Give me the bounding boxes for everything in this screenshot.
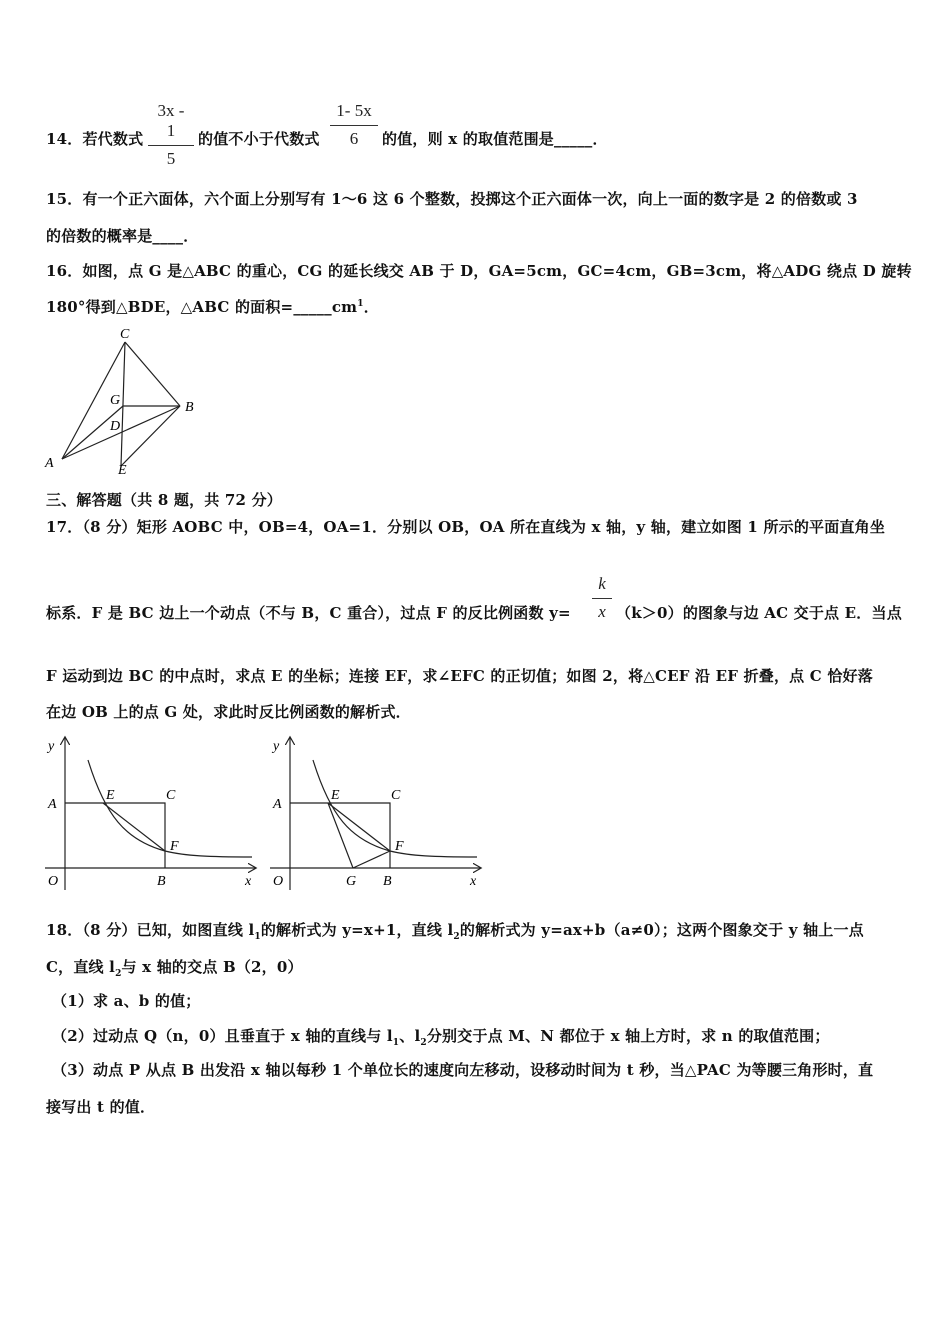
q15-line1: 15．有一个正六面体，六个面上分别写有 1～6 这 6 个整数，投掷这个正六面体一次，向上一面的数字是 2 的倍数或 3 (46, 190, 858, 208)
q14-frac1-denominator: 5 (166, 149, 176, 168)
q14-frac1-numerator: 3x - 1 (157, 101, 185, 140)
q17-line2-post: （k＞0）的图象与边 AC 交于点 E．当点 (616, 604, 902, 622)
q18-part2-b: 、l (399, 1027, 421, 1045)
q17-figure-2 (265, 730, 490, 895)
q18-part3-line2: 接写出 t 的值． (46, 1098, 156, 1116)
label-B: B (185, 400, 194, 415)
q18-sub2: 2 (453, 932, 460, 942)
section3-title: 三、解答题（共 8 题，共 72 分） (46, 491, 283, 509)
q18-part2-a: （2）过动点 Q（n，0）且垂直于 x 轴的直线与 l (52, 1027, 393, 1045)
q14-frac2-denominator: 6 (349, 129, 359, 148)
label-y: y (273, 739, 280, 754)
label-E: E (106, 788, 115, 803)
label-F: F (170, 839, 179, 854)
label-C: C (166, 788, 176, 803)
q18-part3-line1: （3）动点 P 从点 B 出发沿 x 轴以每秒 1 个单位长的速度向左移动，设移动时间为 t 秒，当△PAC 为等腰三角形时，直 (52, 1061, 874, 1079)
label-x: x (245, 874, 252, 889)
label-B: B (157, 874, 166, 889)
label-G: G (346, 874, 357, 889)
line-EB (121, 406, 180, 466)
q18-part2 (52, 1025, 830, 1048)
line-CE (121, 342, 125, 466)
label-G: G (110, 393, 121, 408)
label-O: O (48, 874, 59, 889)
q15-line2: 的倍数的概率是____． (46, 227, 199, 245)
segment-GF (353, 851, 390, 868)
q18-part2-c: 分别交于点 M、N 都位于 x 轴上方时，求 n 的取值范围； (426, 1027, 830, 1045)
q17-line2 (46, 602, 571, 623)
q16-triangle-figure (40, 322, 200, 477)
q18-line1-a: 18．（8 分）已知，如图直线 l (46, 921, 255, 939)
q17-line4: 在边 OB 上的点 G 处，求此时反比例函数的解析式． (46, 703, 411, 721)
label-O: O (273, 874, 284, 889)
label-y: y (48, 739, 55, 754)
q17-figure-1 (40, 730, 265, 895)
q17-line2-pre: 标系．F 是 BC 边上一个动点（不与 B，C 重合），过点 F 的反比例函数 y= (46, 604, 571, 622)
line-CB (125, 342, 180, 406)
q18-line1 (46, 919, 864, 942)
q14-middle: 的值不小于代数式 (198, 130, 320, 148)
q18-sub1: 1 (254, 932, 261, 942)
q18-line2-b: 与 x 轴的交点 B（2，0） (121, 958, 303, 976)
label-F: F (395, 839, 404, 854)
label-D: D (110, 419, 121, 434)
label-E: E (118, 463, 127, 477)
q18-sub3: 2 (115, 969, 122, 979)
q14-suffix: 的值，则 x 的取值范围是_____． (382, 130, 608, 148)
q14-frac2-numerator: 1- 5x (336, 101, 372, 120)
label-C: C (120, 327, 130, 342)
q18-line1-c: 的解析式为 y=ax+b（a≠0）；这两个图象交于 y 轴上一点 (459, 921, 864, 939)
q18-sub5: 2 (420, 1038, 427, 1048)
q17-line3: F 运动到边 BC 的中点时，求点 E 的坐标；连接 EF，求∠EFC 的正切值；如图 2，将△CEF 沿 EF 折叠，点 C 恰好落 (46, 667, 873, 685)
q16-line2-end: ． (363, 298, 379, 316)
q14-fraction-2 (330, 101, 378, 149)
q16-superscript: 1 (357, 299, 364, 309)
label-C: C (391, 788, 401, 803)
q18-line2-a: C，直线 l (46, 958, 116, 976)
q16-line2 (46, 296, 379, 317)
q18-line1-b: 的解析式为 y=x+1，直线 l (260, 921, 454, 939)
q16-line2-main: 180°得到△BDE，△ABC 的面积=_____cm (46, 298, 358, 316)
q17-line1: 17．（8 分）矩形 AOBC 中，OB=4，OA=1．分别以 OB，OA 所在直线为 x 轴，y 轴，建立如图 1 所示的平面直角坐 (46, 518, 886, 536)
q18-line2 (46, 956, 303, 979)
q17-frac-denominator: x (598, 602, 606, 621)
label-A: A (273, 797, 282, 812)
segment-EF (103, 803, 165, 851)
q14-prefix: 14．若代数式 (46, 130, 144, 148)
label-x: x (470, 874, 477, 889)
q17-fraction-k-x (592, 574, 612, 622)
label-E: E (331, 788, 340, 803)
q18-sub4: 1 (392, 1038, 400, 1048)
q14-line (46, 128, 143, 149)
label-A: A (48, 797, 57, 812)
q18-part1: （1）求 a、b 的值； (52, 992, 201, 1010)
label-B: B (383, 874, 392, 889)
label-A: A (45, 456, 54, 471)
q16-line1: 16．如图，点 G 是△ABC 的重心，CG 的延长线交 AB 于 D，GA=5cm，GC=4cm，GB=3cm，将△ADG 绕点 D 旋转 (46, 262, 912, 280)
q14-fraction-1 (148, 101, 194, 169)
q17-frac-numerator: k (598, 574, 606, 593)
